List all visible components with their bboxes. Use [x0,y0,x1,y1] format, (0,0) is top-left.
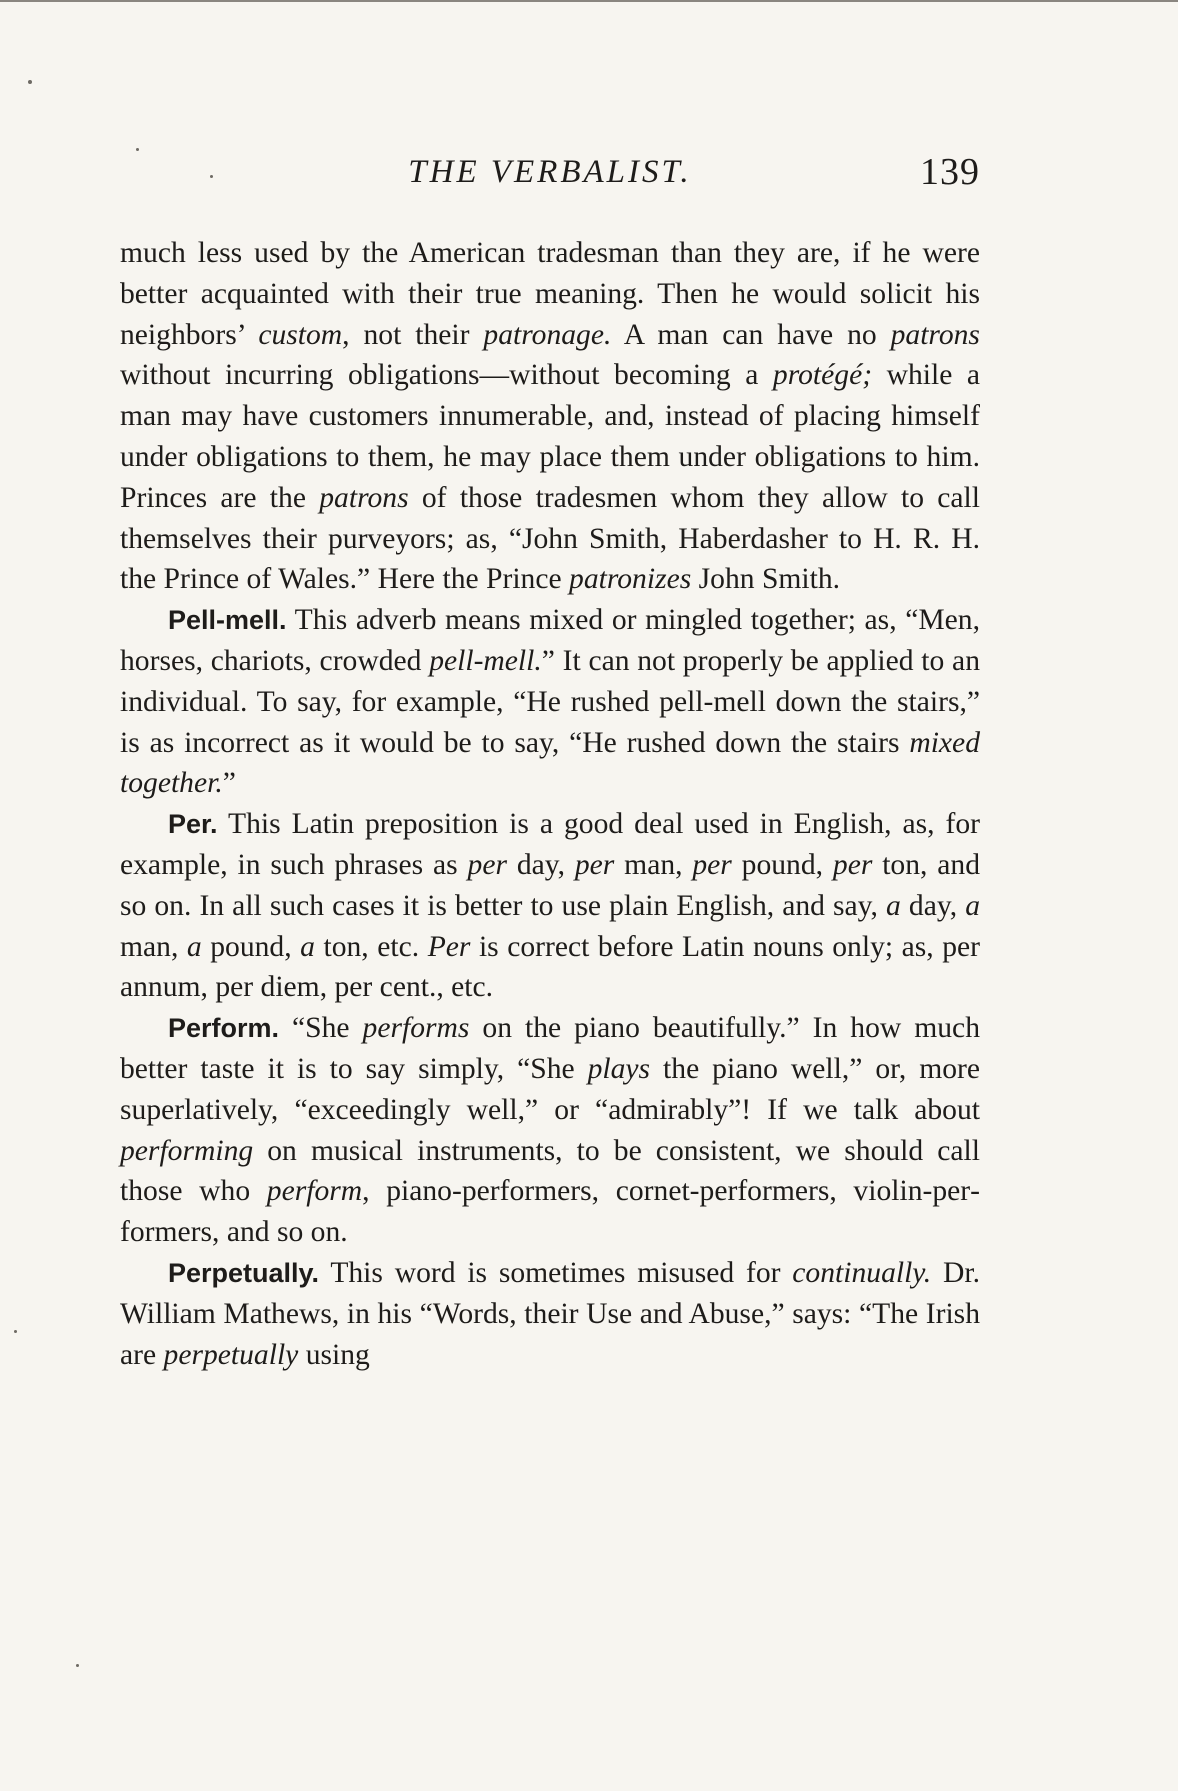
text-run: on musical instruments, to be consistent, we should call those who [120,1134,980,1208]
print-speck [14,1330,17,1333]
text-run: This Latin preposition is a good deal used in English, as, for example, in such phrases as [120,808,980,881]
italic-term: pell-mell. [429,644,542,677]
italic-term: a [300,930,315,963]
page-top-edge [0,0,1178,2]
italic-term: a [186,930,202,963]
italic-term: per [832,848,873,881]
text-run: ” It can not properly be applied to an individual. To say, for example, “He rushed pell-mell down the stairs,” is as incorrect as it would be to say, “He rushed down the stairs [120,644,980,759]
running-title: THE VERBALIST. [408,154,692,190]
text-run: the piano well,” or, more superlatively, “exceedingly well,” or “admirably”! If we talk about [120,1052,980,1126]
italic-term: Per [427,930,471,963]
paragraph-patronage-continued [120,233,980,600]
text-run: much less used by the American tradesman than they are, if he were better acquainted with their true meaning. Then he would solicit his neighbors’ [120,237,980,351]
italic-term: perform [266,1175,363,1208]
text-run: ” [222,767,236,800]
italic-term: custom [258,318,343,351]
text-run: This adverb means mixed or mingled together; as, “Men, horses, chariots, crowded [120,604,980,677]
body-text [120,233,980,1375]
italic-term: a [965,889,980,922]
italic-term: mixed together. [120,726,980,800]
text-run: on the piano beautifully.” In how much better taste it is to say simply, “She [120,1012,980,1085]
text-run: pound, [731,848,833,881]
text-run: ton, and so on. In all such cases it is better to use plain English, and say, [120,848,980,922]
italic-term: patrons [319,481,409,514]
text-run: is correct before Latin nouns only; as, per annum, per diem, per cent., etc. [120,930,981,1004]
italic-term: continually. [792,1256,932,1289]
entry-pell-mell [120,600,980,804]
print-speck [76,1664,79,1667]
text-run: man, [614,848,693,881]
italic-term: per [574,848,615,881]
text-run: without incurring obligations—without becoming a [120,359,773,392]
italic-term: patronage. [483,318,612,351]
italic-term: patronizes [569,563,692,596]
entry-perform [120,1008,980,1253]
text-run: man, [120,930,187,963]
text-run: of those tradesmen whom they allow to call themselves their purveyors; as, “John Smith, Haberdasher to H. R. H. the Prince of Wales.” Here the Prince [120,481,980,596]
italic-term: protégé; [772,359,873,392]
entry-per [120,804,980,1008]
italic-term: a [886,889,901,922]
entry-perpetually [120,1253,980,1375]
page-number: 139 [920,151,980,193]
italic-term: perpetually [163,1338,299,1371]
text-run: John Smith. [691,563,841,596]
text-run: while a man may have customers innumerable, and, instead of placing himself under obligations to them, he may place them under obligations to him. Princes are the [120,359,980,514]
text-run: , not their [342,318,484,351]
italic-term: plays [587,1052,651,1085]
text-run: Dr. William Mathews, in his “Words, their Use and Abuse,” says: “The Irish are [120,1256,980,1371]
text-run: A man can have no [611,318,891,351]
text-run: This word is sometimes misused for [319,1256,793,1289]
entry-headword: Perpetually. [168,1257,320,1288]
text-run: day, [506,848,575,881]
italic-term: patrons [890,318,980,351]
text-run: ton, etc. [314,930,428,963]
italic-term: per [467,848,507,881]
text-run: pound, [201,930,301,963]
text-run: day, [900,889,966,922]
page-header [120,150,980,200]
italic-term: per [692,848,732,881]
text-run: “She [279,1012,363,1045]
text-run: , piano-performers, cornet-performers, violin-performers, and so on. [120,1175,980,1249]
entry-headword: Pell-mell. [168,605,287,636]
text-run: using [298,1338,370,1371]
print-speck [28,80,32,84]
italic-term: performs [362,1012,470,1045]
italic-term: performing [120,1134,254,1167]
entry-headword: Per. [168,809,218,840]
entry-headword: Perform. [168,1013,280,1044]
